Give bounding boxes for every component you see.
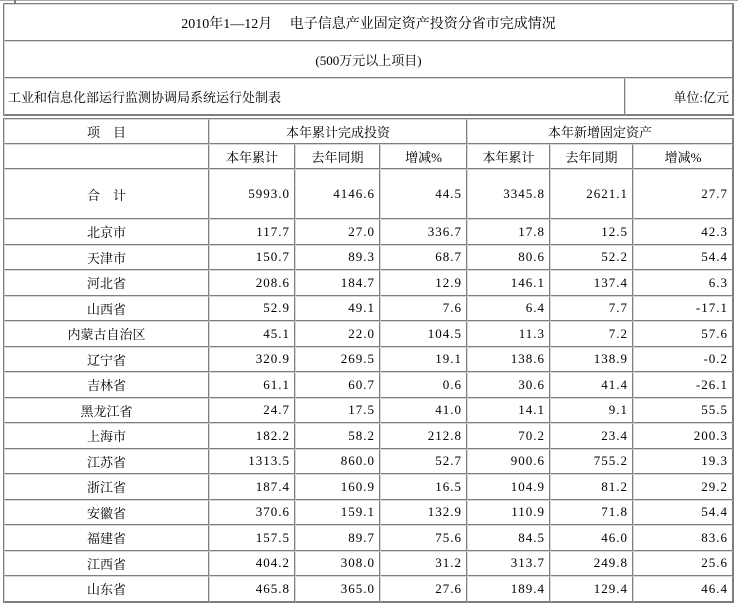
row-value: 29.2 <box>633 474 733 500</box>
row-value: 208.6 <box>209 270 295 296</box>
row-value: 0.6 <box>380 372 467 398</box>
row-value: 159.1 <box>295 500 380 526</box>
row-value: 212.8 <box>380 423 467 449</box>
row-value: 404.2 <box>209 551 295 577</box>
item-column-header: 项 目 <box>4 119 209 144</box>
row-value: 5993.0 <box>209 169 295 219</box>
row-value: 160.9 <box>295 474 380 500</box>
row-label: 江苏省 <box>4 449 209 475</box>
row-value: 4146.6 <box>295 169 380 219</box>
table-row <box>4 500 733 526</box>
row-value: 27.0 <box>295 219 380 245</box>
table-row <box>4 576 733 602</box>
sub-header-cumulative-2: 本年累计 <box>467 144 550 169</box>
subtitle-row <box>4 41 733 78</box>
row-value: 57.6 <box>633 321 733 347</box>
row-value: 19.3 <box>633 449 733 475</box>
row-value: 308.0 <box>295 551 380 577</box>
title-row <box>4 4 733 41</box>
row-value: 200.3 <box>633 423 733 449</box>
row-value: 89.3 <box>295 245 380 271</box>
table-row <box>4 449 733 475</box>
row-label: 合 计 <box>4 169 209 219</box>
row-label: 江西省 <box>4 551 209 577</box>
table-row <box>4 219 733 245</box>
row-value: 42.3 <box>633 219 733 245</box>
sub-header-lastyear-2: 去年同期 <box>550 144 633 169</box>
row-label: 山东省 <box>4 576 209 602</box>
row-value: 31.2 <box>380 551 467 577</box>
page-subtitle: (500万元以上项目) <box>4 41 733 78</box>
row-value: 49.1 <box>295 296 380 322</box>
table-row <box>4 551 733 577</box>
group-header-new-assets: 本年新增固定资产 <box>467 119 733 144</box>
row-value: 54.4 <box>633 500 733 526</box>
row-value: 68.7 <box>380 245 467 271</box>
row-value: 365.0 <box>295 576 380 602</box>
table-row <box>4 321 733 347</box>
row-value: 52.9 <box>209 296 295 322</box>
row-value: 55.5 <box>633 398 733 424</box>
row-value: 17.5 <box>295 398 380 424</box>
row-value: 54.4 <box>633 245 733 271</box>
row-value: 84.5 <box>467 525 550 551</box>
row-value: 14.1 <box>467 398 550 424</box>
row-value: 17.8 <box>467 219 550 245</box>
row-value: 81.2 <box>550 474 633 500</box>
row-value: 104.5 <box>380 321 467 347</box>
data-table <box>3 118 734 603</box>
empty-header-cell <box>4 144 209 169</box>
row-value: -26.1 <box>633 372 733 398</box>
screen-edge-artifact <box>14 0 16 4</box>
row-value: 16.5 <box>380 474 467 500</box>
row-value: 900.6 <box>467 449 550 475</box>
row-label: 福建省 <box>4 525 209 551</box>
table-row <box>4 474 733 500</box>
row-value: 89.7 <box>295 525 380 551</box>
row-label: 浙江省 <box>4 474 209 500</box>
row-value: 22.0 <box>295 321 380 347</box>
title-table <box>3 3 734 116</box>
row-value: 80.6 <box>467 245 550 271</box>
row-value: 189.4 <box>467 576 550 602</box>
row-value: 132.9 <box>380 500 467 526</box>
row-value: 137.4 <box>550 270 633 296</box>
table-row <box>4 245 733 271</box>
row-value: 9.1 <box>550 398 633 424</box>
row-value: 129.4 <box>550 576 633 602</box>
row-label: 内蒙古自治区 <box>4 321 209 347</box>
row-value: 1313.5 <box>209 449 295 475</box>
row-value: -17.1 <box>633 296 733 322</box>
row-value: 7.7 <box>550 296 633 322</box>
row-value: 58.2 <box>295 423 380 449</box>
table-row <box>4 398 733 424</box>
sub-header-change-2: 增减% <box>633 144 733 169</box>
row-value: 146.1 <box>467 270 550 296</box>
row-value: 30.6 <box>467 372 550 398</box>
group-header-invest: 本年累计完成投资 <box>209 119 467 144</box>
table-row <box>4 525 733 551</box>
row-value: 249.8 <box>550 551 633 577</box>
row-value: 6.4 <box>467 296 550 322</box>
row-label: 山西省 <box>4 296 209 322</box>
group-header-row <box>4 119 733 144</box>
row-value: -0.2 <box>633 347 733 373</box>
row-value: 46.4 <box>633 576 733 602</box>
row-value: 52.2 <box>550 245 633 271</box>
row-value: 150.7 <box>209 245 295 271</box>
row-label: 河北省 <box>4 270 209 296</box>
table-row <box>4 423 733 449</box>
row-label: 辽宁省 <box>4 347 209 373</box>
row-value: 3345.8 <box>467 169 550 219</box>
unit-label: 单位:亿元 <box>625 78 733 115</box>
row-value: 269.5 <box>295 347 380 373</box>
row-value: 755.2 <box>550 449 633 475</box>
row-value: 71.8 <box>550 500 633 526</box>
row-value: 182.2 <box>209 423 295 449</box>
row-value: 117.7 <box>209 219 295 245</box>
sub-header-cumulative-1: 本年累计 <box>209 144 295 169</box>
row-value: 138.9 <box>550 347 633 373</box>
row-value: 110.9 <box>467 500 550 526</box>
row-label: 天津市 <box>4 245 209 271</box>
row-label: 吉林省 <box>4 372 209 398</box>
row-value: 27.7 <box>633 169 733 219</box>
total-row <box>4 169 733 219</box>
row-value: 7.6 <box>380 296 467 322</box>
sub-header-row <box>4 144 733 169</box>
table-row <box>4 372 733 398</box>
row-value: 157.5 <box>209 525 295 551</box>
row-value: 75.6 <box>380 525 467 551</box>
row-value: 25.6 <box>633 551 733 577</box>
row-value: 46.0 <box>550 525 633 551</box>
row-value: 138.6 <box>467 347 550 373</box>
row-value: 465.8 <box>209 576 295 602</box>
screen-top-edge-line <box>0 0 738 1</box>
row-value: 60.7 <box>295 372 380 398</box>
sub-header-lastyear-1: 去年同期 <box>295 144 380 169</box>
sub-header-change-1: 增减% <box>380 144 467 169</box>
row-value: 187.4 <box>209 474 295 500</box>
row-value: 83.6 <box>633 525 733 551</box>
row-label: 安徽省 <box>4 500 209 526</box>
row-value: 11.3 <box>467 321 550 347</box>
producer-row <box>4 78 733 115</box>
row-value: 27.6 <box>380 576 467 602</box>
row-value: 23.4 <box>550 423 633 449</box>
row-value: 19.1 <box>380 347 467 373</box>
row-value: 41.0 <box>380 398 467 424</box>
row-label: 上海市 <box>4 423 209 449</box>
row-value: 370.6 <box>209 500 295 526</box>
row-value: 70.2 <box>467 423 550 449</box>
row-value: 41.4 <box>550 372 633 398</box>
row-value: 24.7 <box>209 398 295 424</box>
row-value: 12.9 <box>380 270 467 296</box>
row-value: 6.3 <box>633 270 733 296</box>
row-value: 61.1 <box>209 372 295 398</box>
row-label: 黑龙江省 <box>4 398 209 424</box>
row-value: 336.7 <box>380 219 467 245</box>
row-value: 320.9 <box>209 347 295 373</box>
row-value: 7.2 <box>550 321 633 347</box>
row-value: 860.0 <box>295 449 380 475</box>
table-body <box>4 169 733 602</box>
row-label: 北京市 <box>4 219 209 245</box>
table-row <box>4 347 733 373</box>
table-row <box>4 270 733 296</box>
row-value: 184.7 <box>295 270 380 296</box>
page-title: 2010年1—12月 电子信息产业固定资产投资分省市完成情况 <box>4 4 733 41</box>
row-value: 45.1 <box>209 321 295 347</box>
row-value: 104.9 <box>467 474 550 500</box>
row-value: 44.5 <box>380 169 467 219</box>
row-value: 12.5 <box>550 219 633 245</box>
table-row <box>4 296 733 322</box>
row-value: 2621.1 <box>550 169 633 219</box>
row-value: 52.7 <box>380 449 467 475</box>
producer-label: 工业和信息化部运行监测协调局系统运行处制表 <box>4 78 625 115</box>
row-value: 313.7 <box>467 551 550 577</box>
table-head <box>4 119 733 169</box>
